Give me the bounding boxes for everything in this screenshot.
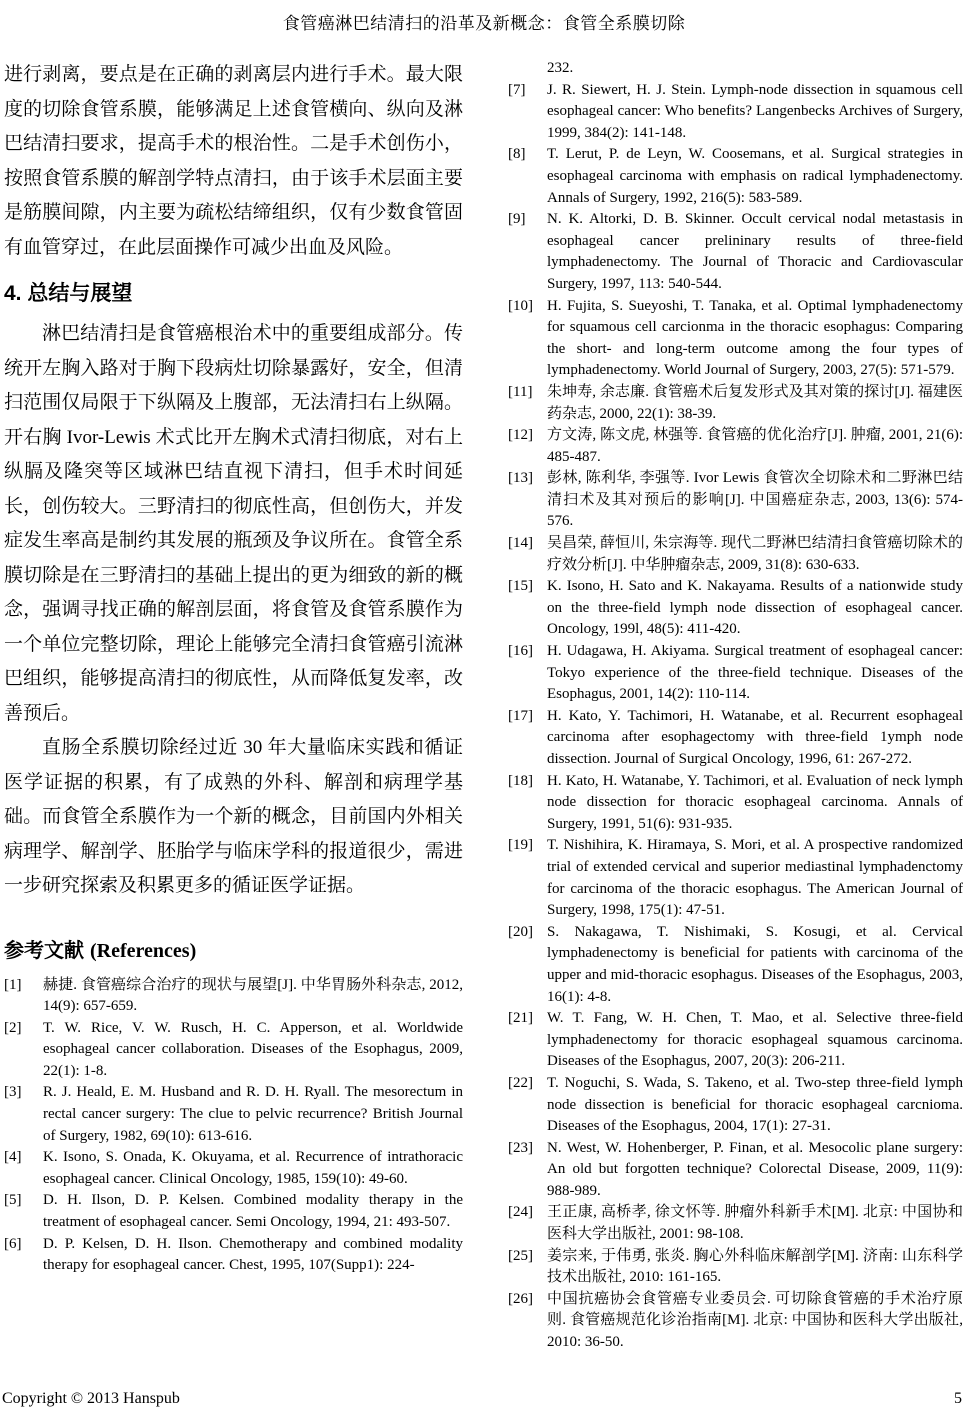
page-footer bbox=[0, 1390, 968, 1408]
reference-item bbox=[508, 1073, 963, 1138]
reference-list-left bbox=[4, 975, 463, 1277]
reference-list-right bbox=[508, 80, 963, 1354]
reference-item bbox=[508, 382, 963, 425]
reference-label: [3] bbox=[4, 1084, 22, 1101]
reference-text: T. Lerut, P. de Leyn, W. Coosemans, et al. Surgical strategies in esophageal carcinoma with emphasis on radical lymphadenectomy. Annals of Surgery, 1992, 216(5): 583-589. bbox=[547, 146, 963, 206]
reference-item bbox=[508, 706, 963, 771]
reference-label: [10] bbox=[508, 297, 533, 314]
page-header-title: 食管癌淋巴结清扫的沿革及新概念：食管全系膜切除 bbox=[282, 14, 686, 33]
reference-text: D. H. Ilson, D. P. Kelsen. Combined modality therapy in the treatment of esophageal cancer. Semi Oncology, 1994, 21: 493-507. bbox=[43, 1192, 463, 1231]
reference-label: [18] bbox=[508, 772, 533, 789]
reference-text: 朱坤寿, 余志廉. 食管癌术后复发形式及其对策的探讨[J]. 福建医药杂志, 2000, 22(1): 38-39. bbox=[547, 383, 963, 422]
reference-item bbox=[508, 1289, 963, 1354]
reference-label: [21] bbox=[508, 1010, 533, 1027]
reference-label: [15] bbox=[508, 578, 533, 595]
summary-paragraph-2: 直肠全系膜切除经过近 30 年大量临床实践和循证医学证据的积累，有了成熟的外科、解剖和病理学基础。而食管全系膜作为一个新的概念，目前国内外相关病理学、解剖学、胚胎学与临床学科的报道很少，需进一步研究探索及积累更多的循证医学证据。 bbox=[4, 737, 463, 896]
reference-label: [4] bbox=[4, 1149, 22, 1166]
summary-paragraph-1: 淋巴结清扫是食管癌根治术中的重要组成部分。传统开左胸入路对于胸下段病灶切除暴露好，安全，但清扫范围仅局限于下纵隔及上腹部，无法清扫右上纵隔。开右胸 Ivor-Lewis 术式比开左胸术式清扫彻底，对右上纵膈及隆突等区域淋巴结直视下清扫，但手术时间延长，创伤较大。三野清扫的彻底性高，但创伤大，并发症发生率高是制约其发展的瓶颈及争议所在。食管全系膜切除是在三野清扫的基础上提出的更为细致的新的概念，强调寻找正确的解剖层面，将食管及食管系膜作为一个单位完整切除，理论上能够完全清扫食管癌引流淋巴组织，能够提高清扫的彻底性，从而降低复发率，改善预后。 bbox=[4, 323, 463, 724]
reference-item bbox=[508, 641, 963, 706]
right-column bbox=[508, 58, 963, 1354]
reference-label: [7] bbox=[508, 81, 526, 98]
reference-continuation-line: 232. bbox=[547, 60, 574, 76]
left-column bbox=[4, 58, 463, 1354]
reference-label: [2] bbox=[4, 1019, 22, 1036]
reference-label: [20] bbox=[508, 923, 533, 940]
page-number: 5 bbox=[954, 1390, 962, 1407]
references-heading-zh: 参考文献 bbox=[4, 939, 84, 962]
reference-label: [17] bbox=[508, 707, 533, 724]
reference-text: N. K. Altorki, D. B. Skinner. Occult cervical nodal metastasis in esophageal cancer prelininary results of three-field lymphadenectomy. The Journal of Thoracic and Cardiovascular Surgery, 1997, 113: 540-544. bbox=[547, 211, 963, 292]
reference-item bbox=[508, 425, 963, 468]
reference-label: [13] bbox=[508, 470, 533, 487]
continuation-paragraph: 进行剥离，要点是在正确的剥离层内进行手术。最大限度的切除食管系膜，能够满足上述食管横向、纵向及淋巴结清扫要求，提高手术的根治性。二是手术创伤小，按照食管系膜的解剖学特点清扫，由于该手术层面主要是筋膜间隙，内主要为疏松结缔组织，仅有少数食管固有血管穿过，在此层面操作可减少出血及风险。 bbox=[4, 64, 463, 258]
references-heading bbox=[4, 934, 463, 963]
reference-item bbox=[508, 922, 963, 1008]
reference-item bbox=[508, 468, 963, 533]
reference-label: [25] bbox=[508, 1247, 533, 1264]
reference-item bbox=[4, 1082, 463, 1147]
reference-label: [23] bbox=[508, 1139, 533, 1156]
reference-text: K. Isono, S. Onada, K. Okuyama, et al. Recurrence of intrathoracic esophageal cancer. Clinical Oncology, 1985, 159(10): 49-60. bbox=[43, 1149, 463, 1187]
two-column-layout bbox=[0, 58, 968, 1354]
reference-text: T. W. Rice, V. W. Rusch, H. C. Apperson, et al. Worldwide esophageal cancer collaboration. Diseases of the Esophagus, 2009, 22(1): 1-8. bbox=[43, 1019, 463, 1079]
reference-text: H. Kato, H. Watanabe, Y. Tachimori, et al. Evaluation of neck lymph node dissection for thoracic esophageal carcinoma. Annals of Surgery, 1991, 51(6): 931-935. bbox=[547, 772, 963, 832]
reference-text: J. R. Siewert, H. J. Stein. Lymph-node dissection in squamous cell esophageal cancer: Who benefits? Langenbecks Archives of Surgery, 1999, 384(2): 141-148. bbox=[547, 81, 963, 141]
reference-item bbox=[4, 1190, 463, 1233]
reference-item bbox=[508, 835, 963, 921]
reference-label: [22] bbox=[508, 1074, 533, 1091]
reference-text: 吴昌荣, 薛恒川, 朱宗海等. 现代二野淋巴结清扫食管癌切除术的疗效分析[J]. 中华肿瘤杂志, 2009, 31(8): 630-633. bbox=[547, 535, 963, 573]
reference-text: R. J. Heald, E. M. Husband and R. D. H. Ryall. The mesorectum in rectal cancer surgery: The clue to pelvic recurrence? British Journal of Surgery, 1982, 69(10): 613-616. bbox=[43, 1084, 463, 1144]
reference-item bbox=[4, 1018, 463, 1083]
section-heading-summary: 4. 总结与展望 bbox=[4, 282, 133, 305]
reference-text: 姜宗来, 于伟勇, 张炎. 胸心外科临床解剖学[M]. 济南: 山东科学技术出版社, 2010: 161-165. bbox=[547, 1247, 963, 1286]
reference-item bbox=[508, 576, 963, 641]
reference-text: N. West, W. Hohenberger, P. Finan, et al. Mesocolic plane surgery: An old but forgotten technique? Colorectal Disease, 2009, 11(9): 988-989. bbox=[547, 1139, 963, 1199]
reference-text: H. Udagawa, H. Akiyama. Surgical treatment of esophageal cancer: Tokyo experience of the three-field technique. Diseases of the Esophagus, 2001, 14(2): 110-114. bbox=[547, 643, 963, 703]
reference-text: S. Nakagawa, T. Nishimaki, S. Kosugi, et al. Cervical lymphadenectomy is beneficial for patients with carcinoma of the upper and mid-thoracic esophagus. Diseases of the Esophagus, 2003, 16(1): 4-8. bbox=[547, 923, 963, 1005]
reference-text: K. Isono, H. Sato and K. Nakayama. Results of a nationwide study on the three-field lymph node dissection of esophageal cancer. Oncology, 199l, 48(5): 411-420. bbox=[547, 578, 963, 638]
reference-item bbox=[4, 1147, 463, 1190]
reference-text: 中国抗癌协会食管癌专业委员会. 可切除食管癌的手术治疗原则. 食管癌规范化诊治指南[M]. 北京: 中国协和医科大学出版社, 2010: 36-50. bbox=[547, 1290, 963, 1351]
reference-text: H. Kato, Y. Tachimori, H. Watanabe, et al. Recurrent esophageal carcinoma after esophagectomy with three-field 1ymph node dissection. Journal of Surgical Oncology, 1996, 61: 267-272. bbox=[547, 707, 963, 767]
reference-item bbox=[508, 771, 963, 836]
reference-item bbox=[508, 533, 963, 576]
reference-text: D. P. Kelsen, D. H. Ilson. Chemotherapy and combined modality therapy for esophageal cancer. Chest, 1995, 107(Supp1): 224- bbox=[43, 1235, 463, 1274]
reference-item bbox=[4, 1234, 463, 1277]
reference-text: 赫捷. 食管癌综合治疗的现状与展望[J]. 中华胃肠外科杂志, 2012, 14(9): 657-659. bbox=[43, 976, 463, 1015]
reference-item bbox=[508, 80, 963, 145]
reference-label: [16] bbox=[508, 643, 533, 660]
reference-text: T. Noguchi, S. Wada, S. Takeno, et al. Two-step three-field lymph node dissection is beneficial for thoracic esophageal carcnioma. Diseases of the Esophagus, 2004, 17(1): 27-31. bbox=[547, 1074, 963, 1135]
copyright-text: Copyright © 2013 Hanspub bbox=[2, 1390, 180, 1407]
reference-label: [5] bbox=[4, 1192, 22, 1209]
reference-item bbox=[508, 1246, 963, 1289]
reference-label: [9] bbox=[508, 211, 526, 228]
reference-item bbox=[508, 144, 963, 209]
reference-label: [19] bbox=[508, 837, 533, 854]
reference-text: W. T. Fang, W. H. Chen, T. Mao, et al. Selective three-field lymphadenectomy for thoracic esophageal squamous carcinoma. Diseases of the Esophagus, 2007, 20(3): 206-211. bbox=[547, 1010, 963, 1070]
reference-item bbox=[508, 1138, 963, 1203]
reference-text: T. Nishihira, K. Hiramaya, S. Mori, et al. A prospective randomized trial of extended cervical and superior mediastinal lymphadenctomy for carcinoma of the thoracic esophagus. The American Journal of Surgery, 1998, 175(1): 47-51. bbox=[547, 837, 963, 919]
reference-text: 王正康, 高桥孝, 徐文怀等. 肿瘤外科新手术[M]. 北京: 中国协和医科大学出版社, 2001: 98-108. bbox=[547, 1204, 963, 1243]
reference-item bbox=[4, 975, 463, 1018]
reference-label: [14] bbox=[508, 535, 533, 552]
reference-item bbox=[508, 1008, 963, 1073]
reference-text: 彭林, 陈利华, 李强等. Ivor Lewis 食管次全切除术和二野淋巴结清扫术及其对预后的影响[J]. 中国癌症杂志, 2003, 13(6): 574-576. bbox=[547, 470, 963, 530]
reference-label: [12] bbox=[508, 427, 533, 444]
reference-item bbox=[508, 209, 963, 295]
reference-label: [1] bbox=[4, 976, 22, 993]
reference-text: 方文涛, 陈文虎, 林强等. 食管癌的优化治疗[J]. 肿瘤, 2001, 21(6): 485-487. bbox=[547, 427, 963, 465]
reference-label: [11] bbox=[508, 383, 533, 400]
reference-label: [8] bbox=[508, 146, 526, 163]
reference-item bbox=[508, 1202, 963, 1245]
reference-label: [6] bbox=[4, 1235, 22, 1252]
reference-text: H. Fujita, S. Sueyoshi, T. Tanaka, et al. Optimal lymphadenectomy for squamous cell carcionma in the thoracic esophagus: Comparing the short- and long-term outcome among the four types of lymphadenectomy. World Journal of Surgery, 2003, 27(5): 571-579. bbox=[547, 297, 963, 379]
reference-label: [24] bbox=[508, 1204, 533, 1221]
reference-label: [26] bbox=[508, 1290, 533, 1307]
references-heading-en: (References) bbox=[90, 939, 197, 962]
reference-item bbox=[508, 296, 963, 382]
